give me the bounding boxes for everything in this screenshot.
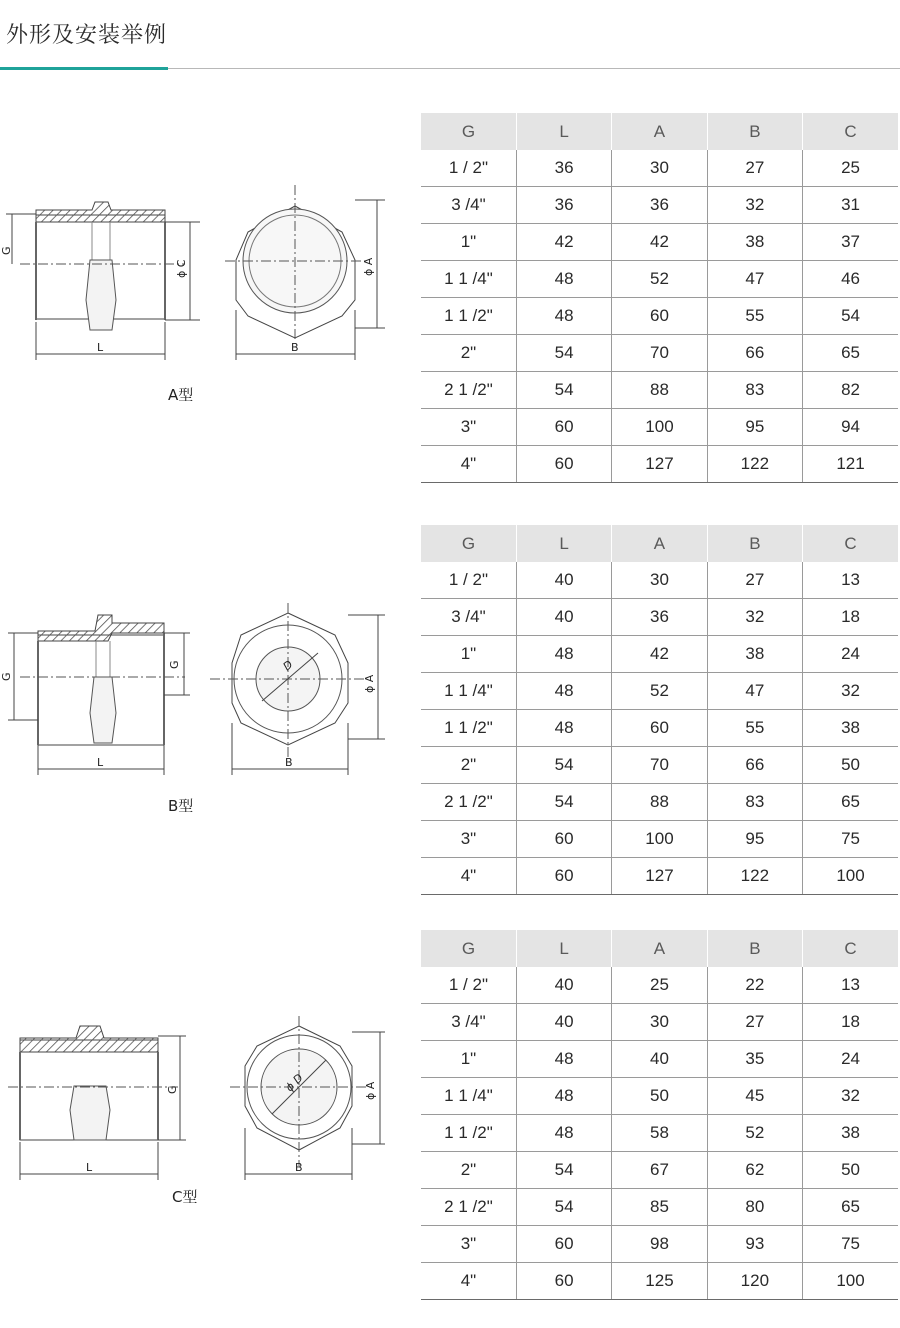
cell-g: 4" <box>421 858 516 895</box>
cell-c: 65 <box>803 1189 898 1226</box>
end-view <box>230 1016 385 1180</box>
dim-phi-a-label: ϕ A <box>364 1081 377 1100</box>
cell-c: 25 <box>803 150 898 187</box>
drawing-type-a <box>0 110 410 490</box>
cell-b: 38 <box>707 636 802 673</box>
cell-a: 30 <box>612 1004 707 1041</box>
cell-l: 60 <box>516 409 611 446</box>
cell-a: 98 <box>612 1226 707 1263</box>
table-row <box>421 446 898 483</box>
spec-table-a <box>421 113 898 483</box>
cell-c: 82 <box>803 372 898 409</box>
cell-a: 70 <box>612 335 707 372</box>
cell-g: 2 1 /2" <box>421 784 516 821</box>
side-view <box>6 202 200 360</box>
cell-b: 35 <box>707 1041 802 1078</box>
cell-a: 52 <box>612 261 707 298</box>
cell-c: 32 <box>803 673 898 710</box>
dim-phi-a-label: ϕ A <box>362 257 375 276</box>
cell-g: 1 1 /4" <box>421 261 516 298</box>
cell-g: 2 1 /2" <box>421 1189 516 1226</box>
cell-b: 47 <box>707 673 802 710</box>
cell-b: 122 <box>707 446 802 483</box>
cell-b: 93 <box>707 1226 802 1263</box>
cell-l: 60 <box>516 858 611 895</box>
cell-a: 60 <box>612 298 707 335</box>
cell-g: 3" <box>421 821 516 858</box>
cell-g: 1 / 2" <box>421 967 516 1004</box>
cell-a: 25 <box>612 967 707 1004</box>
cell-c: 50 <box>803 747 898 784</box>
cell-b: 22 <box>707 967 802 1004</box>
cell-b: 27 <box>707 562 802 599</box>
cell-l: 48 <box>516 710 611 747</box>
col-header-g: G <box>421 525 516 562</box>
drawing-type-c <box>0 928 410 1308</box>
col-header-a: A <box>612 525 707 562</box>
cell-a: 40 <box>612 1041 707 1078</box>
table-row <box>421 1263 898 1300</box>
cell-g: 1 / 2" <box>421 150 516 187</box>
cell-a: 42 <box>612 224 707 261</box>
cell-b: 45 <box>707 1078 802 1115</box>
cell-l: 54 <box>516 372 611 409</box>
cell-a: 30 <box>612 150 707 187</box>
cell-b: 95 <box>707 409 802 446</box>
cell-c: 100 <box>803 1263 898 1300</box>
table-row <box>421 636 898 673</box>
cell-l: 36 <box>516 187 611 224</box>
cell-g: 1" <box>421 636 516 673</box>
type-label-c: C型 <box>172 1188 198 1206</box>
type-label-a: A型 <box>168 386 194 404</box>
cell-l: 60 <box>516 1263 611 1300</box>
table-row <box>421 1004 898 1041</box>
cell-c: 75 <box>803 1226 898 1263</box>
cell-c: 121 <box>803 446 898 483</box>
dim-phi-d-label: ϕ D <box>282 1071 306 1095</box>
cell-a: 70 <box>612 747 707 784</box>
cell-g: 2" <box>421 747 516 784</box>
cell-l: 48 <box>516 1115 611 1152</box>
section-type-a <box>0 110 900 490</box>
cell-c: 24 <box>803 636 898 673</box>
cell-b: 55 <box>707 298 802 335</box>
cell-g: 4" <box>421 446 516 483</box>
spec-table-b <box>421 525 898 895</box>
cell-g: 4" <box>421 1263 516 1300</box>
cell-l: 54 <box>516 747 611 784</box>
type-c-technical-drawing <box>0 928 410 1308</box>
cell-l: 60 <box>516 446 611 483</box>
col-header-l: L <box>516 113 611 150</box>
cell-c: 32 <box>803 1078 898 1115</box>
cell-g: 3 /4" <box>421 1004 516 1041</box>
table-header-row <box>421 525 898 562</box>
cell-c: 65 <box>803 335 898 372</box>
cell-c: 18 <box>803 1004 898 1041</box>
cell-b: 32 <box>707 187 802 224</box>
cell-a: 127 <box>612 858 707 895</box>
cell-a: 100 <box>612 821 707 858</box>
cell-g: 1" <box>421 224 516 261</box>
cell-a: 88 <box>612 372 707 409</box>
table-row <box>421 858 898 895</box>
cell-c: 24 <box>803 1041 898 1078</box>
table-header-row <box>421 113 898 150</box>
cell-b: 120 <box>707 1263 802 1300</box>
type-label-b: B型 <box>168 797 194 815</box>
table-header-row <box>421 930 898 967</box>
dim-phi-a-label: ϕ A <box>363 674 376 693</box>
cell-g: 2" <box>421 1152 516 1189</box>
table-row <box>421 1189 898 1226</box>
cell-a: 52 <box>612 673 707 710</box>
cell-l: 48 <box>516 261 611 298</box>
cell-a: 85 <box>612 1189 707 1226</box>
col-header-g: G <box>421 113 516 150</box>
col-header-l: L <box>516 525 611 562</box>
cell-a: 125 <box>612 1263 707 1300</box>
cell-c: 13 <box>803 967 898 1004</box>
cell-g: 1 1 /2" <box>421 1115 516 1152</box>
cell-a: 127 <box>612 446 707 483</box>
cell-g: 3" <box>421 409 516 446</box>
cell-g: 3" <box>421 1226 516 1263</box>
cell-c: 75 <box>803 821 898 858</box>
cell-l: 54 <box>516 1152 611 1189</box>
col-header-b: B <box>707 525 802 562</box>
table-row <box>421 673 898 710</box>
table-row <box>421 1115 898 1152</box>
table-row <box>421 562 898 599</box>
type-b-technical-drawing <box>0 523 410 903</box>
cell-g: 3 /4" <box>421 187 516 224</box>
side-view <box>8 615 190 775</box>
col-header-c: C <box>803 930 898 967</box>
cell-c: 54 <box>803 298 898 335</box>
end-view <box>210 603 385 775</box>
cell-g: 3 /4" <box>421 599 516 636</box>
cell-l: 60 <box>516 1226 611 1263</box>
cell-b: 83 <box>707 784 802 821</box>
table-row <box>421 150 898 187</box>
dim-b-label: B <box>291 341 299 354</box>
cell-g: 1 1 /4" <box>421 1078 516 1115</box>
cell-b: 95 <box>707 821 802 858</box>
cell-c: 50 <box>803 1152 898 1189</box>
cell-a: 36 <box>612 599 707 636</box>
cell-c: 100 <box>803 858 898 895</box>
cell-g: 2" <box>421 335 516 372</box>
table-row <box>421 710 898 747</box>
cell-l: 60 <box>516 821 611 858</box>
table-row <box>421 335 898 372</box>
cell-g: 1 1 /2" <box>421 710 516 747</box>
spec-table-c <box>421 930 898 1300</box>
cell-c: 94 <box>803 409 898 446</box>
dim-b-label: B <box>285 756 293 769</box>
cell-l: 48 <box>516 1041 611 1078</box>
table-row <box>421 1152 898 1189</box>
cell-b: 32 <box>707 599 802 636</box>
cell-l: 54 <box>516 335 611 372</box>
cell-a: 58 <box>612 1115 707 1152</box>
table-row <box>421 187 898 224</box>
cell-l: 48 <box>516 636 611 673</box>
table-row <box>421 821 898 858</box>
col-header-c: C <box>803 525 898 562</box>
cell-c: 37 <box>803 224 898 261</box>
cell-l: 40 <box>516 599 611 636</box>
table-row <box>421 1226 898 1263</box>
table-row <box>421 261 898 298</box>
dim-l-label: L <box>86 1161 93 1174</box>
cell-a: 42 <box>612 636 707 673</box>
cell-c: 46 <box>803 261 898 298</box>
cell-b: 122 <box>707 858 802 895</box>
cell-b: 47 <box>707 261 802 298</box>
cell-l: 48 <box>516 673 611 710</box>
cell-l: 48 <box>516 298 611 335</box>
table-row <box>421 1078 898 1115</box>
end-view <box>225 185 385 360</box>
cell-b: 52 <box>707 1115 802 1152</box>
drawing-type-b <box>0 523 410 903</box>
cell-c: 38 <box>803 710 898 747</box>
type-a-technical-drawing <box>0 110 410 490</box>
dim-b-label: B <box>295 1161 303 1174</box>
dim-phi-c-label: ϕ C <box>175 259 188 278</box>
col-header-c: C <box>803 113 898 150</box>
cell-b: 66 <box>707 747 802 784</box>
cell-l: 40 <box>516 562 611 599</box>
table-row <box>421 967 898 1004</box>
cell-g: 1 / 2" <box>421 562 516 599</box>
cell-l: 48 <box>516 1078 611 1115</box>
cell-a: 50 <box>612 1078 707 1115</box>
cell-a: 60 <box>612 710 707 747</box>
cell-a: 100 <box>612 409 707 446</box>
cell-c: 31 <box>803 187 898 224</box>
table-row <box>421 747 898 784</box>
cell-a: 36 <box>612 187 707 224</box>
cell-c: 13 <box>803 562 898 599</box>
cell-l: 40 <box>516 1004 611 1041</box>
cell-g: 1 1 /2" <box>421 298 516 335</box>
col-header-b: B <box>707 930 802 967</box>
cell-c: 38 <box>803 1115 898 1152</box>
dim-g-left-label: G <box>0 672 13 681</box>
cell-l: 36 <box>516 150 611 187</box>
side-view <box>8 1026 186 1180</box>
dim-l-label: L <box>97 341 104 354</box>
section-type-b <box>0 523 900 903</box>
section-type-c <box>0 928 900 1308</box>
col-header-b: B <box>707 113 802 150</box>
dim-l-label: L <box>97 756 104 769</box>
cell-a: 30 <box>612 562 707 599</box>
cell-l: 54 <box>516 784 611 821</box>
table-row <box>421 372 898 409</box>
cell-l: 54 <box>516 1189 611 1226</box>
table-row <box>421 409 898 446</box>
cell-g: 2 1 /2" <box>421 372 516 409</box>
col-header-a: A <box>612 930 707 967</box>
table-row <box>421 599 898 636</box>
cell-b: 55 <box>707 710 802 747</box>
cell-l: 42 <box>516 224 611 261</box>
col-header-l: L <box>516 930 611 967</box>
table-row <box>421 298 898 335</box>
col-header-g: G <box>421 930 516 967</box>
cell-c: 65 <box>803 784 898 821</box>
cell-b: 80 <box>707 1189 802 1226</box>
page-title: 外形及安装举例 <box>6 23 168 48</box>
dim-g-label: G <box>166 1085 179 1094</box>
dim-d-label: D <box>280 657 296 674</box>
cell-a: 67 <box>612 1152 707 1189</box>
cell-b: 62 <box>707 1152 802 1189</box>
cell-b: 27 <box>707 150 802 187</box>
dim-g-label: G <box>0 246 13 255</box>
table-row <box>421 784 898 821</box>
dim-g-right-label: G <box>168 660 181 669</box>
cell-g: 1 1 /4" <box>421 673 516 710</box>
col-header-a: A <box>612 113 707 150</box>
cell-b: 66 <box>707 335 802 372</box>
cell-b: 38 <box>707 224 802 261</box>
cell-l: 40 <box>516 967 611 1004</box>
title-accent-bar <box>0 67 168 70</box>
cell-g: 1" <box>421 1041 516 1078</box>
table-row <box>421 224 898 261</box>
cell-a: 88 <box>612 784 707 821</box>
cell-c: 18 <box>803 599 898 636</box>
cell-b: 27 <box>707 1004 802 1041</box>
cell-b: 83 <box>707 372 802 409</box>
table-row <box>421 1041 898 1078</box>
